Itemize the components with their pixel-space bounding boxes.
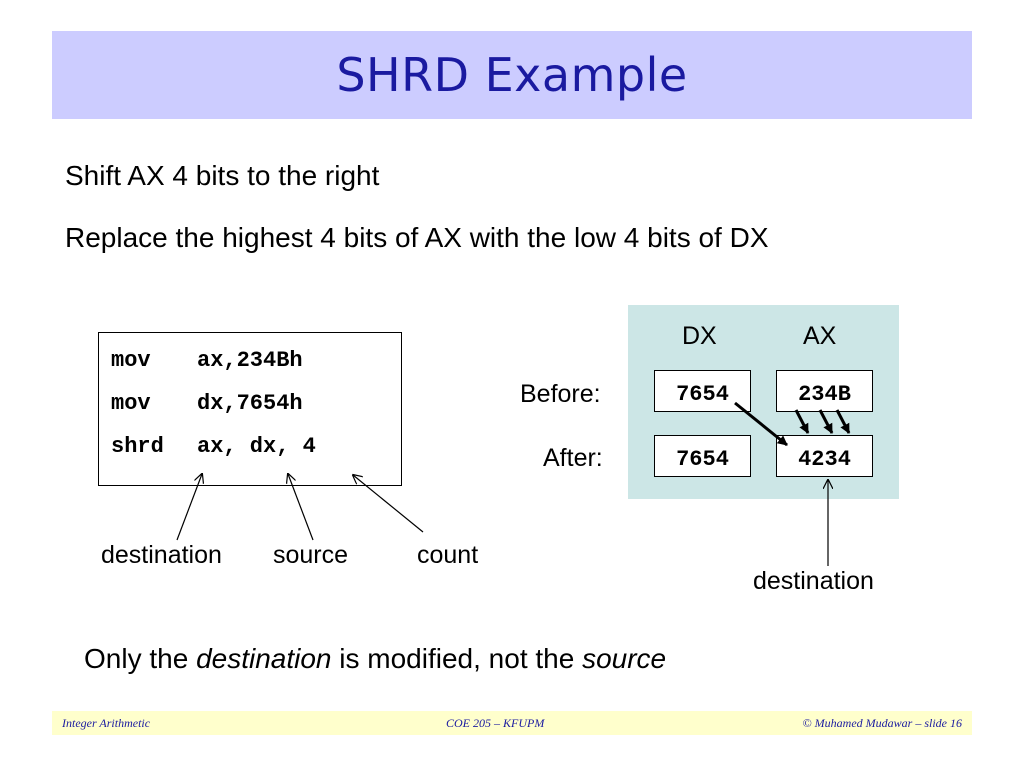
- title-bar: [52, 31, 972, 119]
- after-label: After:: [543, 444, 603, 472]
- bullet-1: Shift AX 4 bits to the right: [65, 160, 380, 191]
- note-destination-word: destination: [196, 643, 332, 674]
- ax-before-box: 234B: [776, 370, 873, 412]
- footer-bar: [52, 711, 972, 735]
- code-line: [111, 392, 401, 435]
- note-prefix: Only the: [84, 643, 197, 674]
- footer-left: Integer Arithmetic: [62, 716, 151, 730]
- slide-title: SHRD Example: [336, 48, 688, 102]
- ax-header: AX: [803, 322, 837, 350]
- source-label: source: [273, 541, 349, 569]
- code-opcode: mov: [111, 348, 151, 373]
- note-line: [84, 643, 666, 675]
- dx-after-box: 7654: [654, 435, 751, 477]
- ax-after-box: 4234: [776, 435, 873, 477]
- code-line: [111, 349, 401, 392]
- note-middle: is modified, not the: [331, 643, 583, 674]
- dx-before-box: 7654: [654, 370, 751, 412]
- code-opcode: mov: [111, 391, 151, 416]
- code-box: [98, 332, 402, 486]
- register-destination-label: destination: [753, 567, 874, 595]
- code-operands: dx,7654h: [197, 391, 303, 416]
- destination-label: destination: [101, 541, 222, 569]
- note-source-word: source: [582, 643, 667, 674]
- footer-right: © Muhamed Mudawar – slide 16: [802, 716, 962, 730]
- footer-center: COE 205 – KFUPM: [446, 716, 545, 730]
- dx-header: DX: [682, 322, 717, 350]
- code-operands: ax,234Bh: [197, 348, 303, 373]
- code-line: [111, 435, 401, 478]
- code-opcode: shrd: [111, 434, 164, 459]
- before-label: Before:: [520, 380, 601, 408]
- bullet-2: Replace the highest 4 bits of AX with the low 4 bits of DX: [65, 222, 769, 253]
- code-operands: ax, dx, 4: [197, 434, 316, 459]
- count-label: count: [417, 541, 479, 569]
